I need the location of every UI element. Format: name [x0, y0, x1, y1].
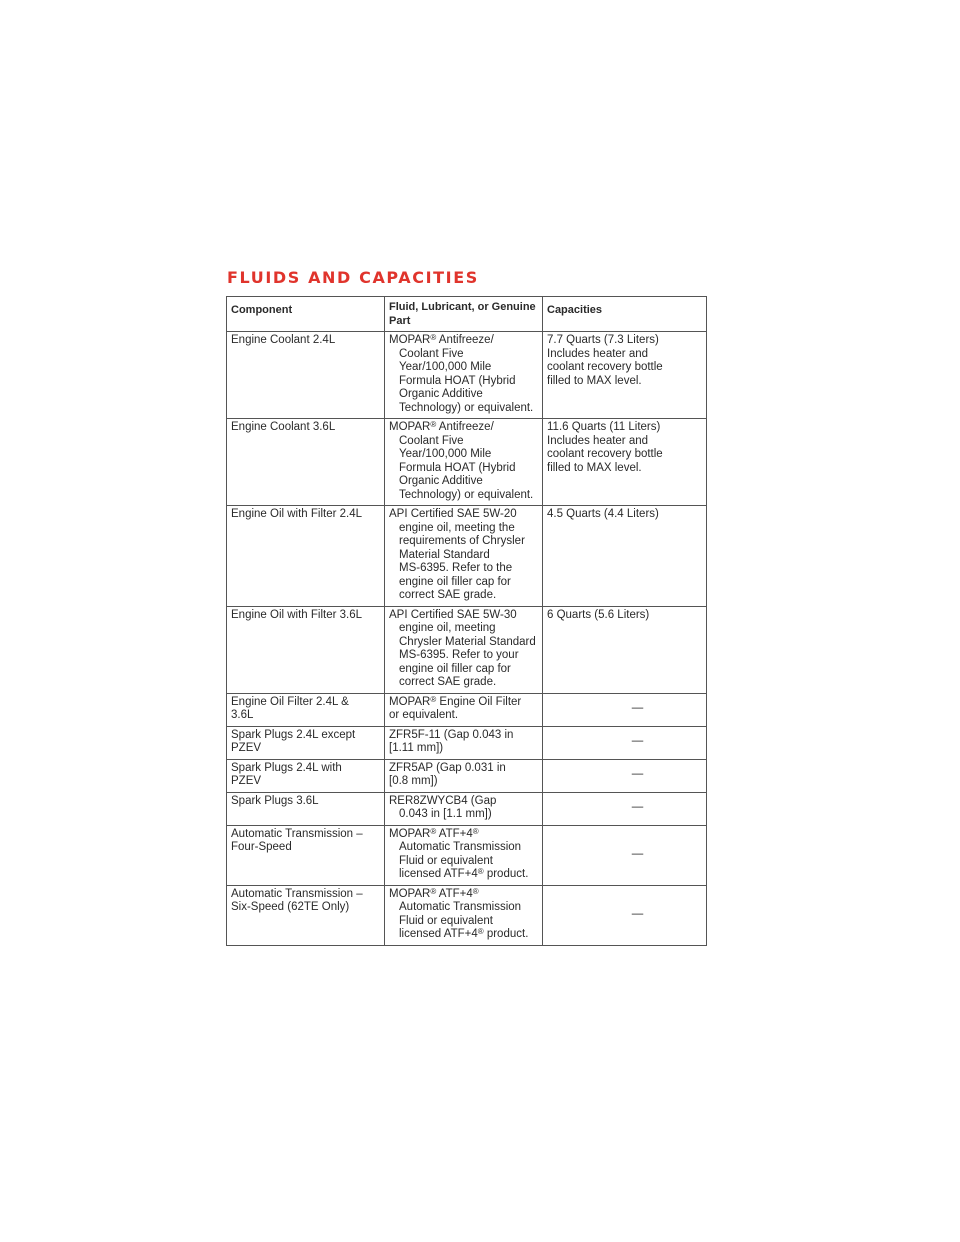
component-text-line: Four-Speed	[231, 841, 292, 853]
component-text-line: Engine Coolant 2.4L	[231, 334, 336, 346]
cell-component	[227, 825, 385, 885]
component-text-line: 3.6L	[231, 709, 254, 721]
fluid-text-line: requirements of Chrysler	[399, 535, 525, 547]
table-body	[227, 332, 707, 946]
fluid-text-line: Coolant Five	[399, 347, 464, 360]
cell-component	[227, 693, 385, 726]
capacity-text-line: —	[631, 735, 644, 748]
cell-fluid	[385, 726, 543, 759]
fluid-text-line: Automatic Transmission	[399, 901, 522, 913]
capacity-text-line: —	[631, 768, 644, 781]
fluid-text-line: engine oil filler cap for	[399, 575, 511, 588]
fluid-text-line: correct SAE grade.	[399, 589, 497, 601]
cell-component	[227, 419, 385, 506]
table-row	[227, 792, 707, 825]
capacity-text-line: —	[631, 801, 644, 814]
fluids-capacities-table-wrapper	[226, 296, 706, 946]
capacity-text-line: coolant recovery bottle	[547, 448, 663, 460]
cell-fluid	[385, 885, 543, 945]
table-row	[227, 506, 707, 607]
table-row	[227, 693, 707, 726]
cell-fluid	[385, 419, 543, 506]
cell-component	[227, 506, 385, 607]
cell-capacity	[543, 792, 707, 825]
fluid-text-line: engine oil, meeting the	[399, 521, 515, 534]
component-text-line: Engine Coolant 3.6L	[231, 421, 336, 433]
fluid-text-line: Organic Additive	[399, 475, 483, 487]
component-text-line: Engine Oil with Filter 2.4L	[231, 508, 363, 520]
header-fluid-line: Part	[389, 315, 411, 327]
capacity-text-line: 11.6 Quarts (11 Liters)	[547, 421, 661, 433]
fluid-text-line: Chrysler Material Standard	[399, 635, 536, 648]
capacity-text-line: —	[631, 702, 644, 715]
cell-component	[227, 792, 385, 825]
capacity-text-line: 4.5 Quarts (4.4 Liters)	[547, 508, 659, 520]
fluid-text-line: ZFR5F-11 (Gap 0.043 in	[389, 728, 514, 741]
cell-capacity	[543, 885, 707, 945]
table-row	[227, 759, 707, 792]
capacity-text-line: filled to MAX level.	[547, 461, 642, 474]
capacity-text-line: Includes heater and	[547, 347, 649, 360]
capacity-text-line: coolant recovery bottle	[547, 361, 663, 373]
fluid-text-line: [1.11 mm])	[389, 742, 444, 754]
capacity-text-line: Includes heater and	[547, 434, 649, 447]
header-component	[227, 297, 385, 332]
component-text-line: PZEV	[231, 775, 262, 787]
fluid-text-line: Organic Additive	[399, 388, 483, 400]
cell-capacity	[543, 759, 707, 792]
fluid-text-line: Year/100,000 Mile	[399, 448, 492, 460]
table-row	[227, 332, 707, 419]
fluid-text-line: Technology) or equivalent.	[399, 401, 534, 414]
fluid-text-line: [0.8 mm])	[389, 775, 438, 787]
fluid-text-line: MOPAR® Antifreeze/	[389, 333, 494, 346]
fluid-text-line: Fluid or equivalent	[399, 914, 493, 927]
component-text-line: Spark Plugs 3.6L	[231, 794, 319, 807]
fluid-text-line: Fluid or equivalent	[399, 854, 493, 867]
fluid-text-line: Automatic Transmission	[399, 841, 522, 853]
cell-fluid	[385, 506, 543, 607]
fluids-capacities-table	[226, 296, 707, 946]
fluid-text-line: MS-6395. Refer to the	[399, 562, 513, 574]
capacity-text-line: 6 Quarts (5.6 Liters)	[547, 608, 650, 621]
cell-fluid	[385, 693, 543, 726]
cell-capacity	[543, 825, 707, 885]
capacity-text-line: filled to MAX level.	[547, 374, 642, 387]
cell-component	[227, 759, 385, 792]
cell-capacity	[543, 606, 707, 693]
capacity-text-line: —	[631, 847, 644, 860]
fluid-text-line: licensed ATF+4® product.	[399, 927, 529, 940]
cell-capacity	[543, 419, 707, 506]
fluid-text-line: MOPAR® Antifreeze/	[389, 420, 494, 433]
fluid-text-line: or equivalent.	[389, 709, 459, 721]
header-component-label: Component	[231, 304, 293, 316]
fluid-text-line: MOPAR® Engine Oil Filter	[389, 694, 522, 708]
cell-component	[227, 606, 385, 693]
header-capacities-label: Capacities	[547, 304, 603, 316]
fluid-text-line: MOPAR® ATF+4®	[389, 826, 479, 840]
fluid-text-line: Year/100,000 Mile	[399, 361, 492, 373]
table-row	[227, 419, 707, 506]
cell-component	[227, 726, 385, 759]
fluid-text-line: RER8ZWYCB4 (Gap	[389, 794, 497, 807]
header-capacities	[543, 297, 707, 332]
cell-fluid	[385, 825, 543, 885]
fluid-text-line: 0.043 in [1.1 mm])	[399, 808, 492, 820]
table-row	[227, 825, 707, 885]
fluid-text-line: API Certified SAE 5W-20	[389, 508, 517, 520]
cell-fluid	[385, 759, 543, 792]
fluid-text-line: engine oil filler cap for	[399, 662, 511, 675]
fluid-text-line: ZFR5AP (Gap 0.031 in	[389, 761, 506, 774]
fluid-text-line: Formula HOAT (Hybrid	[399, 374, 516, 387]
component-text-line: Engine Oil with Filter 3.6L	[231, 608, 363, 621]
cell-capacity	[543, 506, 707, 607]
component-text-line: Spark Plugs 2.4L except	[231, 728, 356, 741]
header-fluid-line: Fluid, Lubricant, or Genuine	[389, 301, 536, 313]
fluid-text-line: licensed ATF+4® product.	[399, 867, 529, 880]
component-text-line: Spark Plugs 2.4L with	[231, 761, 342, 774]
component-text-line: Six-Speed (62TE Only)	[231, 901, 350, 913]
fluid-text-line: MOPAR® ATF+4®	[389, 886, 479, 900]
cell-capacity	[543, 332, 707, 419]
component-text-line: Engine Oil Filter 2.4L &	[231, 695, 349, 708]
fluid-text-line: API Certified SAE 5W-30	[389, 608, 517, 621]
fluid-text-line: Formula HOAT (Hybrid	[399, 461, 516, 474]
fluid-text-line: Material Standard	[399, 548, 490, 561]
cell-fluid	[385, 606, 543, 693]
cell-component	[227, 885, 385, 945]
fluid-text-line: MS-6395. Refer to your	[399, 649, 519, 661]
capacity-text-line: 7.7 Quarts (7.3 Liters)	[547, 334, 659, 346]
section-title: FLUIDS AND CAPACITIES	[227, 268, 479, 287]
cell-fluid	[385, 792, 543, 825]
capacity-text-line: —	[631, 907, 644, 920]
component-text-line: PZEV	[231, 742, 262, 754]
table-row	[227, 726, 707, 759]
table-row	[227, 885, 707, 945]
cell-component	[227, 332, 385, 419]
component-text-line: Automatic Transmission –	[231, 827, 363, 840]
fluid-text-line: Coolant Five	[399, 434, 464, 447]
fluid-text-line: Technology) or equivalent.	[399, 488, 534, 501]
cell-capacity	[543, 693, 707, 726]
cell-fluid	[385, 332, 543, 419]
header-fluid	[385, 297, 543, 332]
cell-capacity	[543, 726, 707, 759]
fluid-text-line: engine oil, meeting	[399, 622, 496, 634]
component-text-line: Automatic Transmission –	[231, 887, 363, 900]
table-row	[227, 606, 707, 693]
table-header-row	[227, 297, 707, 332]
fluid-text-line: correct SAE grade.	[399, 676, 497, 688]
